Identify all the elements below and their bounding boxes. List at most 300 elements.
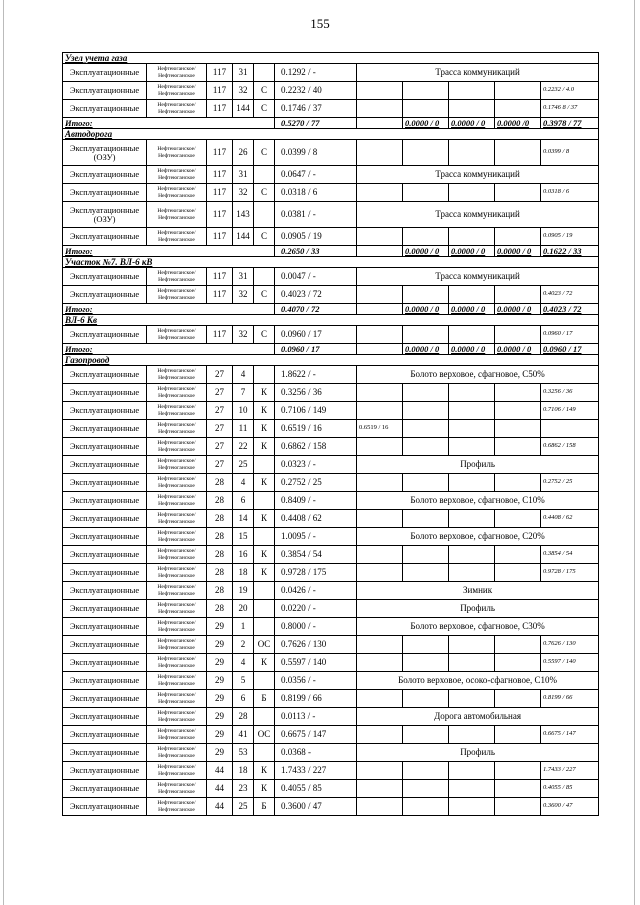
species-cell: К [254,546,275,564]
volume-cell [403,510,449,528]
volume-cell [403,636,449,654]
table-row [63,228,599,246]
total-value: 0.4023 / 72 [541,304,599,315]
volume-cell [449,100,495,118]
category-cell: Эксплуатационные (ОЗУ) [63,202,147,228]
total-value: 0.0000 / 0 [495,304,541,315]
page-edge-left [3,0,4,905]
section-header-row [63,53,599,64]
species-cell: К [254,780,275,798]
category-cell: Эксплуатационные [63,420,147,438]
forestry-cell: Нефтеюганское/ Нефтеюганское [147,600,207,618]
volume-cell [449,636,495,654]
volume-cell [495,762,541,780]
table-row [63,268,599,286]
forestry-cell: Нефтеюганское/ Нефтеюганское [147,228,207,246]
volume-cell [541,420,599,438]
volume-cell: 0.6675 / 147 [541,726,599,744]
table-row [63,202,599,228]
volume-cell [495,420,541,438]
volume-cell [449,564,495,582]
area-cell: 0.0381 / - [275,202,357,228]
category-cell: Эксплуатационные [63,456,147,474]
species-cell [254,268,275,286]
total-value: 0.0000 / 0 [449,304,495,315]
volume-cell [357,384,403,402]
volume-cell [357,474,403,492]
species-cell: К [254,438,275,456]
species-cell [254,618,275,636]
volume-cell: 0.0399 / 8 [541,140,599,166]
volume-cell [403,286,449,304]
category-cell: Эксплуатационные [63,166,147,184]
volume-cell [403,438,449,456]
species-cell [254,744,275,762]
total-value: 0.0000 / 0 [449,118,495,129]
volume-cell [357,82,403,100]
table-row [63,672,599,690]
area-cell: 1.7433 / 227 [275,762,357,780]
category-cell: Эксплуатационные [63,384,147,402]
forestry-cell: Нефтеюганское/ Нефтеюганское [147,166,207,184]
volume-cell [495,798,541,816]
volume-cell [495,636,541,654]
land-type-note: Профиль [357,600,599,618]
volume-cell: 0.4408 / 62 [541,510,599,528]
volume-cell: 0.6519 / 16 [357,420,403,438]
quarter-cell: 28 [207,528,233,546]
area-cell: 0.6675 / 147 [275,726,357,744]
category-cell: Эксплуатационные [63,708,147,726]
species-cell: С [254,100,275,118]
table-row [63,402,599,420]
area-cell: 0.7626 / 130 [275,636,357,654]
section-title: ВЛ-6 Кв [63,315,599,326]
plot-cell: 20 [233,600,254,618]
category-cell: Эксплуатационные [63,184,147,202]
volume-cell [403,780,449,798]
area-cell: 0.0960 / 17 [275,326,357,344]
quarter-cell: 117 [207,100,233,118]
total-value: 0.0960 / 17 [541,344,599,355]
section-header-row [63,355,599,366]
volume-cell: 0.9728 / 175 [541,564,599,582]
total-empty-cell [357,304,403,315]
land-type-note: Болото верховое, сфагновое, С10% [357,492,599,510]
volume-cell [357,690,403,708]
volume-cell [403,326,449,344]
quarter-cell: 28 [207,492,233,510]
page-edge-right [634,0,635,905]
species-cell: К [254,564,275,582]
volume-cell [403,564,449,582]
area-cell: 0.4023 / 72 [275,286,357,304]
category-cell: Эксплуатационные [63,82,147,100]
total-area: 0.2650 / 33 [275,246,357,257]
category-cell: Эксплуатационные [63,510,147,528]
land-type-note: Профиль [357,744,599,762]
table-row [63,510,599,528]
volume-cell [495,726,541,744]
table-row [63,100,599,118]
table-row [63,366,599,384]
volume-cell [449,690,495,708]
forestry-cell: Нефтеюганское/ Нефтеюганское [147,384,207,402]
quarter-cell: 117 [207,268,233,286]
quarter-cell: 117 [207,140,233,166]
quarter-cell: 29 [207,690,233,708]
plot-cell: 143 [233,202,254,228]
forestry-cell: Нефтеюганское/ Нефтеюганское [147,326,207,344]
forestry-cell: Нефтеюганское/ Нефтеюганское [147,618,207,636]
total-row [63,246,599,257]
volume-cell [357,654,403,672]
quarter-cell: 29 [207,672,233,690]
table-row [63,780,599,798]
area-cell: 0.5597 / 140 [275,654,357,672]
species-cell: ОС [254,636,275,654]
land-type-note: Болото верховое, сфагновое, С50% [357,366,599,384]
area-cell: 0.3854 / 54 [275,546,357,564]
species-cell [254,492,275,510]
category-cell: Эксплуатационные [63,546,147,564]
forestry-cell: Нефтеюганское/ Нефтеюганское [147,420,207,438]
species-cell [254,166,275,184]
volume-cell [403,420,449,438]
section-header-row [63,129,599,140]
category-cell: Эксплуатационные [63,726,147,744]
plot-cell: 144 [233,100,254,118]
table-row [63,140,599,166]
plot-cell: 7 [233,384,254,402]
species-cell [254,202,275,228]
volume-cell [403,228,449,246]
quarter-cell: 27 [207,402,233,420]
quarter-cell: 117 [207,166,233,184]
volume-cell: 1.7433 / 227 [541,762,599,780]
area-cell: 0.6519 / 16 [275,420,357,438]
area-cell: 0.4408 / 62 [275,510,357,528]
area-cell: 1.8622 / - [275,366,357,384]
plot-cell: 2 [233,636,254,654]
plot-cell: 4 [233,366,254,384]
volume-cell [495,546,541,564]
table-row [63,64,599,82]
plot-cell: 5 [233,672,254,690]
table-row [63,744,599,762]
volume-cell [449,228,495,246]
species-cell: К [254,384,275,402]
volume-cell [357,546,403,564]
category-cell: Эксплуатационные [63,326,147,344]
total-empty-cell [357,246,403,257]
category-cell: Эксплуатационные [63,286,147,304]
plot-cell: 28 [233,708,254,726]
category-cell: Эксплуатационные [63,798,147,816]
plot-cell: 16 [233,546,254,564]
land-type-note: Зимник [357,582,599,600]
category-cell: Эксплуатационные [63,690,147,708]
quarter-cell: 117 [207,202,233,228]
volume-cell [403,100,449,118]
species-cell: С [254,82,275,100]
volume-cell [495,82,541,100]
land-type-note: Профиль [357,456,599,474]
category-cell: Эксплуатационные [63,228,147,246]
plot-cell: 23 [233,780,254,798]
plot-cell: 19 [233,582,254,600]
total-area: 0.4070 / 72 [275,304,357,315]
table-row [63,438,599,456]
volume-cell [449,184,495,202]
forest-register-table [62,52,599,816]
volume-cell [449,402,495,420]
plot-cell: 15 [233,528,254,546]
plot-cell: 18 [233,564,254,582]
volume-cell [403,140,449,166]
volume-cell [403,474,449,492]
area-cell: 0.0047 / - [275,268,357,286]
area-cell: 0.0426 / - [275,582,357,600]
species-cell [254,456,275,474]
area-cell: 0.9728 / 175 [275,564,357,582]
quarter-cell: 28 [207,546,233,564]
section-title: Автодорога [63,129,599,140]
volume-cell [449,546,495,564]
table-row [63,326,599,344]
plot-cell: 6 [233,492,254,510]
forestry-cell: Нефтеюганское/ Нефтеюганское [147,744,207,762]
quarter-cell: 29 [207,708,233,726]
total-value: 0.0000 / 0 [495,344,541,355]
species-cell: К [254,474,275,492]
area-cell: 0.1292 / - [275,64,357,82]
volume-cell [495,184,541,202]
table-row [63,564,599,582]
species-cell: К [254,402,275,420]
volume-cell [495,510,541,528]
species-cell [254,64,275,82]
category-cell: Эксплуатационные [63,762,147,780]
quarter-cell: 29 [207,726,233,744]
volume-cell [495,654,541,672]
species-cell: С [254,286,275,304]
category-cell: Эксплуатационные [63,672,147,690]
plot-cell: 10 [233,402,254,420]
plot-cell: 22 [233,438,254,456]
volume-cell [449,438,495,456]
volume-cell [449,474,495,492]
volume-cell [403,690,449,708]
area-cell: 0.0368 - [275,744,357,762]
total-empty-cell [357,344,403,355]
total-value: 0.0000 / 0 [403,344,449,355]
category-cell: Эксплуатационные [63,268,147,286]
area-cell: 0.4055 / 85 [275,780,357,798]
area-cell: 0.3600 / 47 [275,798,357,816]
volume-cell [495,286,541,304]
plot-cell: 18 [233,762,254,780]
section-title: Узел учета газа [63,53,599,64]
forestry-cell: Нефтеюганское/ Нефтеюганское [147,438,207,456]
land-type-note: Трасса коммуникаций [357,64,599,82]
land-type-note: Трасса коммуникаций [357,268,599,286]
category-cell: Эксплуатационные [63,618,147,636]
total-empty-cell [357,118,403,129]
species-cell: К [254,510,275,528]
volume-cell: 0.4055 / 85 [541,780,599,798]
table-row [63,528,599,546]
page-number: 155 [310,16,330,31]
total-value: 0.0000 / 0 [449,246,495,257]
category-cell: Эксплуатационные [63,100,147,118]
forestry-cell: Нефтеюганское/ Нефтеюганское [147,140,207,166]
area-cell: 0.2232 / 40 [275,82,357,100]
total-value: 0.0000 /0 [495,118,541,129]
volume-cell [495,438,541,456]
volume-cell: 0.5597 / 140 [541,654,599,672]
volume-cell [449,286,495,304]
forestry-cell: Нефтеюганское/ Нефтеюганское [147,64,207,82]
total-value: 0.0000 / 0 [403,304,449,315]
forestry-cell: Нефтеюганское/ Нефтеюганское [147,672,207,690]
forestry-cell: Нефтеюганское/ Нефтеюганское [147,690,207,708]
table-row [63,384,599,402]
quarter-cell: 117 [207,228,233,246]
section-title: Газопровод [63,355,599,366]
quarter-cell: 28 [207,564,233,582]
volume-cell: 0.8199 / 66 [541,690,599,708]
area-cell: 0.0647 / - [275,166,357,184]
area-cell: 0.0905 / 19 [275,228,357,246]
forestry-cell: Нефтеюганское/ Нефтеюганское [147,654,207,672]
volume-cell [495,474,541,492]
volume-cell [495,228,541,246]
table-row [63,546,599,564]
volume-cell: 0.3600 / 47 [541,798,599,816]
forestry-cell: Нефтеюганское/ Нефтеюганское [147,100,207,118]
table-row [63,420,599,438]
species-cell: С [254,184,275,202]
total-value: 0.0000 / 0 [449,344,495,355]
table-row [63,166,599,184]
forestry-cell: Нефтеюганское/ Нефтеюганское [147,780,207,798]
quarter-cell: 27 [207,384,233,402]
area-cell: 0.0323 / - [275,456,357,474]
table-row [63,618,599,636]
plot-cell: 32 [233,286,254,304]
area-cell: 0.0356 / - [275,672,357,690]
quarter-cell: 117 [207,82,233,100]
quarter-cell: 29 [207,636,233,654]
volume-cell [357,140,403,166]
volume-cell [449,384,495,402]
table-row [63,798,599,816]
volume-cell [495,140,541,166]
quarter-cell: 117 [207,184,233,202]
volume-cell: 0.3256 / 36 [541,384,599,402]
quarter-cell: 44 [207,798,233,816]
area-cell: 0.8000 / - [275,618,357,636]
forestry-cell: Нефтеюганское/ Нефтеюганское [147,546,207,564]
quarter-cell: 29 [207,744,233,762]
volume-cell [403,184,449,202]
volume-cell [495,690,541,708]
volume-cell [357,100,403,118]
forestry-cell: Нефтеюганское/ Нефтеюганское [147,636,207,654]
forest-register-sheet [62,52,598,816]
species-cell [254,528,275,546]
volume-cell [403,654,449,672]
volume-cell [449,780,495,798]
species-cell: ОС [254,726,275,744]
volume-cell [403,384,449,402]
quarter-cell: 27 [207,456,233,474]
plot-cell: 144 [233,228,254,246]
volume-cell [449,726,495,744]
species-cell: К [254,420,275,438]
forestry-cell: Нефтеюганское/ Нефтеюганское [147,456,207,474]
plot-cell: 31 [233,64,254,82]
species-cell [254,672,275,690]
table-row [63,492,599,510]
plot-cell: 31 [233,268,254,286]
area-cell: 0.0318 / 6 [275,184,357,202]
volume-cell: 0.2752 / 25 [541,474,599,492]
volume-cell [357,564,403,582]
species-cell [254,582,275,600]
plot-cell: 6 [233,690,254,708]
total-area: 0.5270 / 77 [275,118,357,129]
volume-cell [357,438,403,456]
section-header-row [63,257,599,268]
total-value: 0.0000 / 0 [495,246,541,257]
volume-cell [357,326,403,344]
volume-cell: 0.6862 / 158 [541,438,599,456]
section-title: Участок №7. ВЛ-6 кВ [63,257,599,268]
total-value: 0.3978 / 77 [541,118,599,129]
volume-cell [403,762,449,780]
forestry-cell: Нефтеюганское/ Нефтеюганское [147,474,207,492]
volume-cell [403,82,449,100]
category-cell: Эксплуатационные [63,402,147,420]
volume-cell [495,100,541,118]
area-cell: 0.1746 / 37 [275,100,357,118]
volume-cell [403,402,449,420]
category-cell: Эксплуатационные [63,474,147,492]
volume-cell [449,762,495,780]
plot-cell: 4 [233,474,254,492]
area-cell: 0.0399 / 8 [275,140,357,166]
quarter-cell: 44 [207,762,233,780]
total-value: 0.0000 / 0 [403,118,449,129]
plot-cell: 25 [233,798,254,816]
plot-cell: 32 [233,326,254,344]
volume-cell [449,510,495,528]
category-cell: Эксплуатационные [63,654,147,672]
category-cell: Эксплуатационные [63,64,147,82]
quarter-cell: 28 [207,600,233,618]
volume-cell [357,726,403,744]
volume-cell [495,384,541,402]
volume-cell [357,402,403,420]
volume-cell [357,228,403,246]
quarter-cell: 27 [207,420,233,438]
species-cell [254,366,275,384]
total-label: Итого: [63,118,275,129]
volume-cell [449,420,495,438]
table-row [63,690,599,708]
